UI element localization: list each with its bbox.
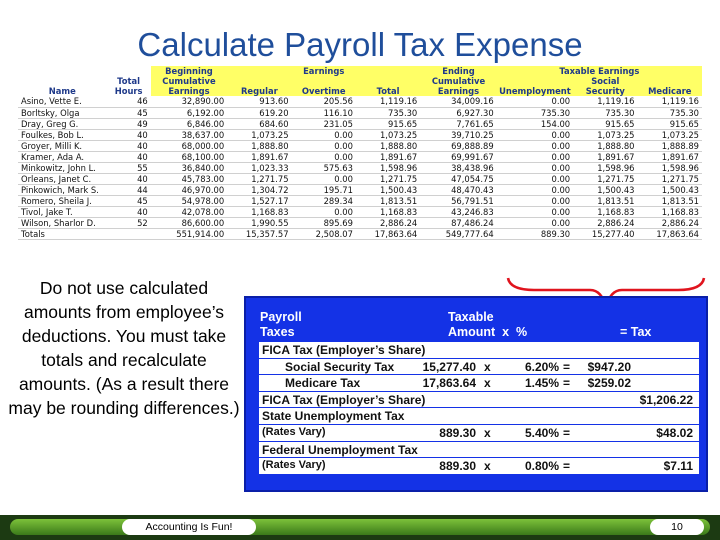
table-cell: 1,168.83: [638, 206, 703, 217]
table-cell: 86,600.00: [151, 217, 227, 228]
table-cell: 0.00: [292, 206, 356, 217]
table-cell: 1,119.16: [573, 96, 637, 107]
table-cell: 1,073.25: [356, 129, 420, 140]
table-row: [18, 173, 702, 184]
tax-label: State Unemployment Tax: [262, 409, 405, 424]
table-cell: 45,783.00: [151, 173, 227, 184]
table-cell: 6,192.00: [151, 107, 227, 118]
table-cell: 6,927.30: [420, 107, 496, 118]
tax-rows: [259, 342, 699, 475]
tax-total: $7.11: [663, 459, 693, 474]
table-cell: 889.30: [497, 228, 573, 239]
tax-row: [259, 359, 699, 376]
table-cell: 0.00: [497, 195, 573, 206]
tax-label: Medicare Tax: [285, 376, 361, 391]
column-header: Cumulative Earnings: [420, 76, 496, 96]
table-cell: 54,978.00: [151, 195, 227, 206]
header-taxes: Taxes: [260, 325, 295, 339]
tax-row: [259, 375, 699, 392]
table-cell: 116.10: [292, 107, 356, 118]
table-cell: 1,598.96: [638, 162, 703, 173]
header-tax: = Tax: [620, 325, 652, 339]
table-cell: 45: [107, 195, 151, 206]
multiply-sign: x: [484, 459, 491, 474]
table-cell: 46,970.00: [151, 184, 227, 195]
table-cell: 48,470.43: [420, 184, 496, 195]
column-header: Total Hours: [114, 76, 143, 96]
table-cell: 6,846.00: [151, 118, 227, 129]
column-header: Unemployment: [497, 76, 573, 96]
equals-sign: =: [563, 359, 571, 374]
header-taxable: Taxable: [448, 310, 494, 324]
employee-name-cell: Dray, Greg G.: [18, 118, 107, 129]
table-cell: 39,710.25: [420, 129, 496, 140]
table-cell: 40: [107, 151, 151, 162]
table-cell: 735.30: [356, 107, 420, 118]
tax-subtotal: $259.02: [587, 376, 631, 391]
table-cell: 549,777.64: [420, 228, 496, 239]
equals-sign: =: [563, 376, 571, 391]
table-cell: 0.00: [497, 140, 573, 151]
instruction-note: Do not use calculated amounts from employee’s deductions. You must take totals and recalculate amounts. (As a result there may be rounding differences.): [8, 278, 240, 418]
taxable-amount: 17,863.64: [422, 376, 476, 391]
payroll-tax-box: [244, 296, 708, 492]
table-cell: 40: [107, 140, 151, 151]
table-cell: 1,813.51: [638, 195, 703, 206]
table-cell: 46: [107, 96, 151, 107]
employee-name-cell: Kramer, Ada A.: [18, 151, 107, 162]
slide-title: Calculate Payroll Tax Expense: [137, 26, 583, 63]
table-cell: 15,357.57: [227, 228, 291, 239]
table-cell: 42,078.00: [151, 206, 227, 217]
table-cell: 1,598.96: [573, 162, 637, 173]
table-cell: 44: [107, 184, 151, 195]
tax-row: [259, 392, 699, 409]
tax-rate: 0.80%: [524, 459, 559, 474]
table-cell: 87,486.24: [420, 217, 496, 228]
table-cell: 0.00: [292, 173, 356, 184]
table-cell: 915.65: [638, 118, 703, 129]
totals-row: [18, 228, 702, 239]
table-cell: 40: [107, 129, 151, 140]
tax-label: Social Security Tax: [285, 359, 395, 374]
table-cell: 1,888.89: [638, 140, 703, 151]
table-cell: 40: [107, 206, 151, 217]
employee-name-cell: Borltsky, Olga: [18, 107, 107, 118]
table-cell: 1,500.43: [638, 184, 703, 195]
table-cell: 17,863.64: [356, 228, 420, 239]
column-header: Overtime: [292, 76, 356, 96]
table-cell: 0.00: [497, 96, 573, 107]
table-cell: 0.00: [497, 217, 573, 228]
table-cell: 1,304.72: [227, 184, 291, 195]
column-header: Total: [356, 76, 420, 96]
table-cell: 55: [107, 162, 151, 173]
group-header-beginning: Beginning: [151, 66, 227, 76]
column-header: Name: [48, 86, 76, 96]
table-cell: 1,073.25: [638, 129, 703, 140]
table-cell: 1,990.55: [227, 217, 291, 228]
table-cell: 1,527.17: [227, 195, 291, 206]
table-cell: 619.20: [227, 107, 291, 118]
tax-label: Federal Unemployment Tax: [262, 442, 418, 457]
employee-name-cell: Asino, Vette E.: [18, 96, 107, 107]
column-header: Social Security: [573, 76, 637, 96]
tax-row: [259, 408, 699, 425]
table-cell: 1,119.16: [356, 96, 420, 107]
table-cell: 231.05: [292, 118, 356, 129]
table-cell: 49: [107, 118, 151, 129]
table-cell: 0.00: [292, 151, 356, 162]
employee-name-cell: Foulkes, Bob L.: [18, 129, 107, 140]
employee-name-cell: Wilson, Sharlor D.: [18, 217, 107, 228]
table-cell: 1,891.67: [638, 151, 703, 162]
column-header: Regular: [227, 76, 291, 96]
table-cell: 38,438.96: [420, 162, 496, 173]
table-cell: 1,073.25: [227, 129, 291, 140]
table-cell: 1,500.43: [573, 184, 637, 195]
taxable-amount: 15,277.40: [422, 359, 476, 374]
table-cell: 289.34: [292, 195, 356, 206]
employee-name-cell: Minkowitz, John L.: [18, 162, 107, 173]
table-cell: 0.00: [497, 151, 573, 162]
tax-total: $1,206.22: [639, 392, 693, 407]
tax-row: [259, 458, 699, 475]
multiply-sign: x: [484, 425, 491, 440]
table-cell: 1,891.67: [227, 151, 291, 162]
group-header-ending: Ending: [420, 66, 496, 76]
table-cell: 1,073.25: [573, 129, 637, 140]
multiply-sign: x: [484, 359, 491, 374]
table-cell: 1,813.51: [573, 195, 637, 206]
tax-rate: 5.40%: [524, 425, 559, 440]
table-row: [18, 217, 702, 228]
tax-subtotal: $947.20: [587, 359, 631, 374]
table-cell: 895.69: [292, 217, 356, 228]
table-cell: 1,271.75: [227, 173, 291, 184]
page-number: 10: [650, 519, 704, 535]
footer-label: Accounting Is Fun!: [122, 519, 256, 535]
header-payroll: Payroll: [260, 310, 302, 324]
table-cell: 32,890.00: [151, 96, 227, 107]
table-cell: 195.71: [292, 184, 356, 195]
table-cell: 0.00: [292, 129, 356, 140]
table-cell: 915.65: [573, 118, 637, 129]
table-cell: 0.00: [497, 206, 573, 217]
table-cell: 38,637.00: [151, 129, 227, 140]
table-cell: 735.30: [497, 107, 573, 118]
table-cell: 205.56: [292, 96, 356, 107]
tax-label: (Rates Vary): [262, 425, 326, 438]
tax-label: FICA Tax (Employer’s Share): [262, 343, 426, 357]
table-cell: 1,598.96: [356, 162, 420, 173]
table-cell: 1,891.67: [356, 151, 420, 162]
table-cell: 36,840.00: [151, 162, 227, 173]
table-cell: 45: [107, 107, 151, 118]
employee-name-cell: Groyer, Milli K.: [18, 140, 107, 151]
column-header: Medicare: [638, 76, 703, 96]
table-cell: 0.00: [497, 173, 573, 184]
table-row: [18, 129, 702, 140]
table-cell: 0.00: [497, 162, 573, 173]
table-cell: 913.60: [227, 96, 291, 107]
table-cell: 2,508.07: [292, 228, 356, 239]
employee-name-cell: Orleans, Janet C.: [18, 173, 107, 184]
table-row: [18, 151, 702, 162]
taxable-amount: 889.30: [439, 425, 476, 440]
table-cell: 1,888.80: [356, 140, 420, 151]
column-header: Cumulative Earnings: [151, 76, 227, 96]
group-header-earnings: Earnings: [227, 66, 420, 76]
table-cell: 47,054.75: [420, 173, 496, 184]
table-row: [18, 195, 702, 206]
table-cell: 1,813.51: [356, 195, 420, 206]
table-cell: 68,000.00: [151, 140, 227, 151]
employee-name-cell: Romero, Sheila J.: [18, 195, 107, 206]
table-cell: 15,277.40: [573, 228, 637, 239]
table-row: [18, 118, 702, 129]
table-cell: 40: [107, 173, 151, 184]
group-header-taxable: Taxable Earnings: [497, 66, 702, 76]
employee-name-cell: Totals: [18, 228, 107, 239]
table-cell: 0.00: [497, 129, 573, 140]
table-cell: 575.63: [292, 162, 356, 173]
table-cell: 684.60: [227, 118, 291, 129]
employee-name-cell: Tivol, Jake T.: [18, 206, 107, 217]
table-cell: 43,246.83: [420, 206, 496, 217]
table-cell: 915.65: [356, 118, 420, 129]
table-cell: 2,886.24: [573, 217, 637, 228]
table-row: [18, 140, 702, 151]
payroll-register-table: [18, 66, 702, 270]
table-cell: 1,023.33: [227, 162, 291, 173]
table-cell: 1,271.75: [573, 173, 637, 184]
table-cell: 17,863.64: [638, 228, 703, 239]
table-row: [18, 96, 702, 107]
table-cell: 1,500.43: [356, 184, 420, 195]
footer-bar: [10, 519, 710, 535]
tax-row: [259, 342, 699, 359]
table-cell: 2,886.24: [356, 217, 420, 228]
multiply-sign: x: [484, 376, 491, 391]
table-cell: 68,100.00: [151, 151, 227, 162]
table-row: [18, 162, 702, 173]
table-cell: 1,168.83: [227, 206, 291, 217]
table-cell: 34,009.16: [420, 96, 496, 107]
table-cell: 1,888.80: [573, 140, 637, 151]
table-cell: 1,168.83: [356, 206, 420, 217]
table-cell: 7,761.65: [420, 118, 496, 129]
table-cell: [107, 228, 151, 239]
table-row: [18, 206, 702, 217]
table-cell: 551,914.00: [151, 228, 227, 239]
table-cell: 735.30: [573, 107, 637, 118]
table-cell: 69,888.89: [420, 140, 496, 151]
table-cell: 735.30: [638, 107, 703, 118]
tax-label: (Rates Vary): [262, 459, 326, 472]
table-cell: 69,991.67: [420, 151, 496, 162]
equals-sign: =: [563, 459, 571, 474]
tax-row: [259, 442, 699, 459]
table-cell: 0.00: [497, 184, 573, 195]
table-cell: 52: [107, 217, 151, 228]
table-cell: 2,886.24: [638, 217, 703, 228]
table-cell: 0.00: [292, 140, 356, 151]
header-amount-rate: Amount x %: [448, 325, 528, 339]
table-row: [18, 107, 702, 118]
equals-sign: =: [563, 425, 571, 440]
table-row: [18, 184, 702, 195]
tax-rate: 1.45%: [524, 376, 559, 391]
table-cell: 56,791.51: [420, 195, 496, 206]
table-cell: 1,168.83: [573, 206, 637, 217]
table-cell: 154.00: [497, 118, 573, 129]
table-cell: 1,271.75: [638, 173, 703, 184]
tax-label: FICA Tax (Employer’s Share): [262, 392, 426, 407]
tax-row: [259, 425, 699, 442]
tax-rate: 6.20%: [524, 359, 559, 374]
employee-name-cell: Pinkowich, Mark S.: [18, 184, 107, 195]
tax-total: $48.02: [656, 425, 693, 440]
taxable-amount: 889.30: [439, 459, 476, 474]
table-cell: 1,891.67: [573, 151, 637, 162]
table-cell: 1,888.80: [227, 140, 291, 151]
table-cell: 1,119.16: [638, 96, 703, 107]
table-cell: 1,271.75: [356, 173, 420, 184]
